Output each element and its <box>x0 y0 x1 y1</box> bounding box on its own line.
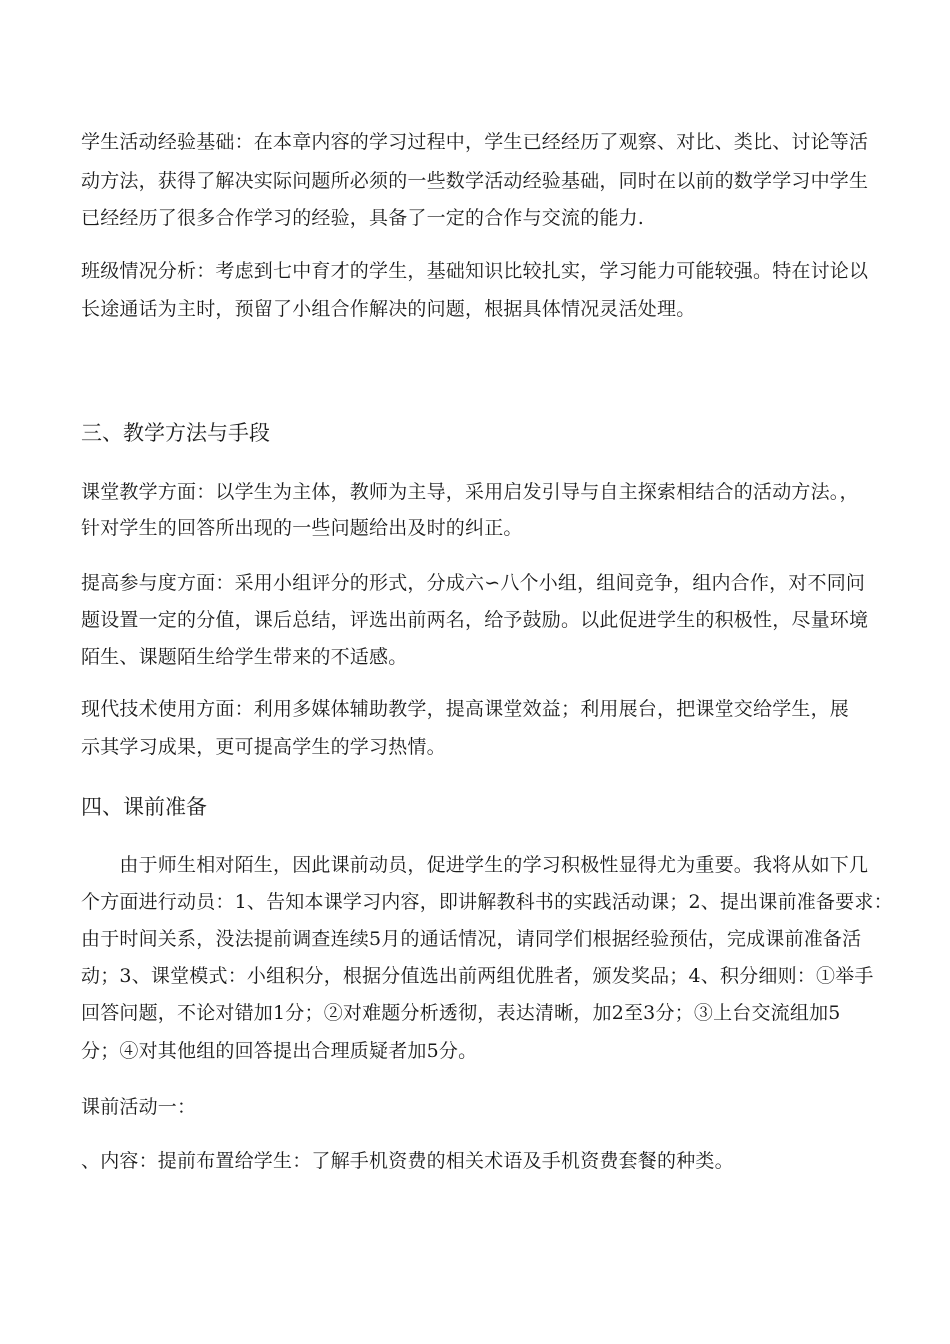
paragraph-line: 动方法，获得了解决实际问题所必须的一些数学活动经验基础，同时在以前的数学学习中学生 <box>81 170 869 192</box>
paragraph-line: 由于师生相对陌生，因此课前动员，促进学生的学习积极性显得尤为重要。我将从如下几 <box>81 854 869 876</box>
paragraph-line: 陌生、课题陌生给学生带来的不适感。 <box>81 646 408 668</box>
section-heading-4: 四、课前准备 <box>81 795 207 819</box>
paragraph-line: 回答问题，不论对错加1分；②对难题分析透彻，表达清晰，加2至3分；③上台交流组加5 <box>81 1002 841 1024</box>
paragraph-line: 班级情况分析：考虑到七中育才的学生，基础知识比较扎实，学习能力可能较强。特在讨论以 <box>81 260 869 282</box>
paragraph-line: 示其学习成果，更可提高学生的学习热情。 <box>81 736 446 758</box>
paragraph-line: 题设置一定的分值，课后总结，评选出前两名，给予鼓励。以此促进学生的积极性，尽量环境 <box>81 609 869 631</box>
paragraph-line: 个方面进行动员：1、告知本课学习内容，即讲解教科书的实践活动课；2、提出课前准备要求： <box>81 891 893 913</box>
paragraph-line: 已经经历了很多合作学习的经验，具备了一定的合作与交流的能力. <box>81 207 645 229</box>
paragraph-line: 课堂教学方面：以学生为主体，教师为主导，采用启发引导与自主探索相结合的活动方法。， <box>81 481 859 503</box>
paragraph-line: 由于时间关系，没法提前调查连续5月的通话情况，请同学们根据经验预估，完成课前准备活 <box>81 928 862 950</box>
paragraph-line: 动；3、课堂模式：小组积分，根据分值选出前两组优胜者，颁发奖品；4、积分细则：①举手 <box>81 965 874 987</box>
paragraph-line: 课前活动一： <box>81 1096 197 1118</box>
paragraph-line: 提高参与度方面：采用小组评分的形式，分成六∽八个小组，组间竞争，组内合作，对不同问 <box>81 572 866 594</box>
paragraph-line: 分；④对其他组的回答提出合理质疑者加5分。 <box>81 1040 478 1062</box>
paragraph-line: 长途通话为主时，预留了小组合作解决的问题，根据具体情况灵活处理。 <box>81 298 696 320</box>
section-heading-3: 三、教学方法与手段 <box>81 421 270 445</box>
paragraph-line: 现代技术使用方面：利用多媒体辅助教学，提高课堂效益；利用展台，把课堂交给学生，展 <box>81 698 850 720</box>
paragraph-line: 、内容：提前布置给学生：了解手机资费的相关术语及手机资费套餐的种类。 <box>81 1150 734 1172</box>
paragraph-line: 针对学生的回答所出现的一些问题给出及时的纠正。 <box>81 517 523 539</box>
paragraph-line: 学生活动经验基础：在本章内容的学习过程中，学生已经经历了观察、对比、类比、讨论等活 <box>81 131 869 153</box>
